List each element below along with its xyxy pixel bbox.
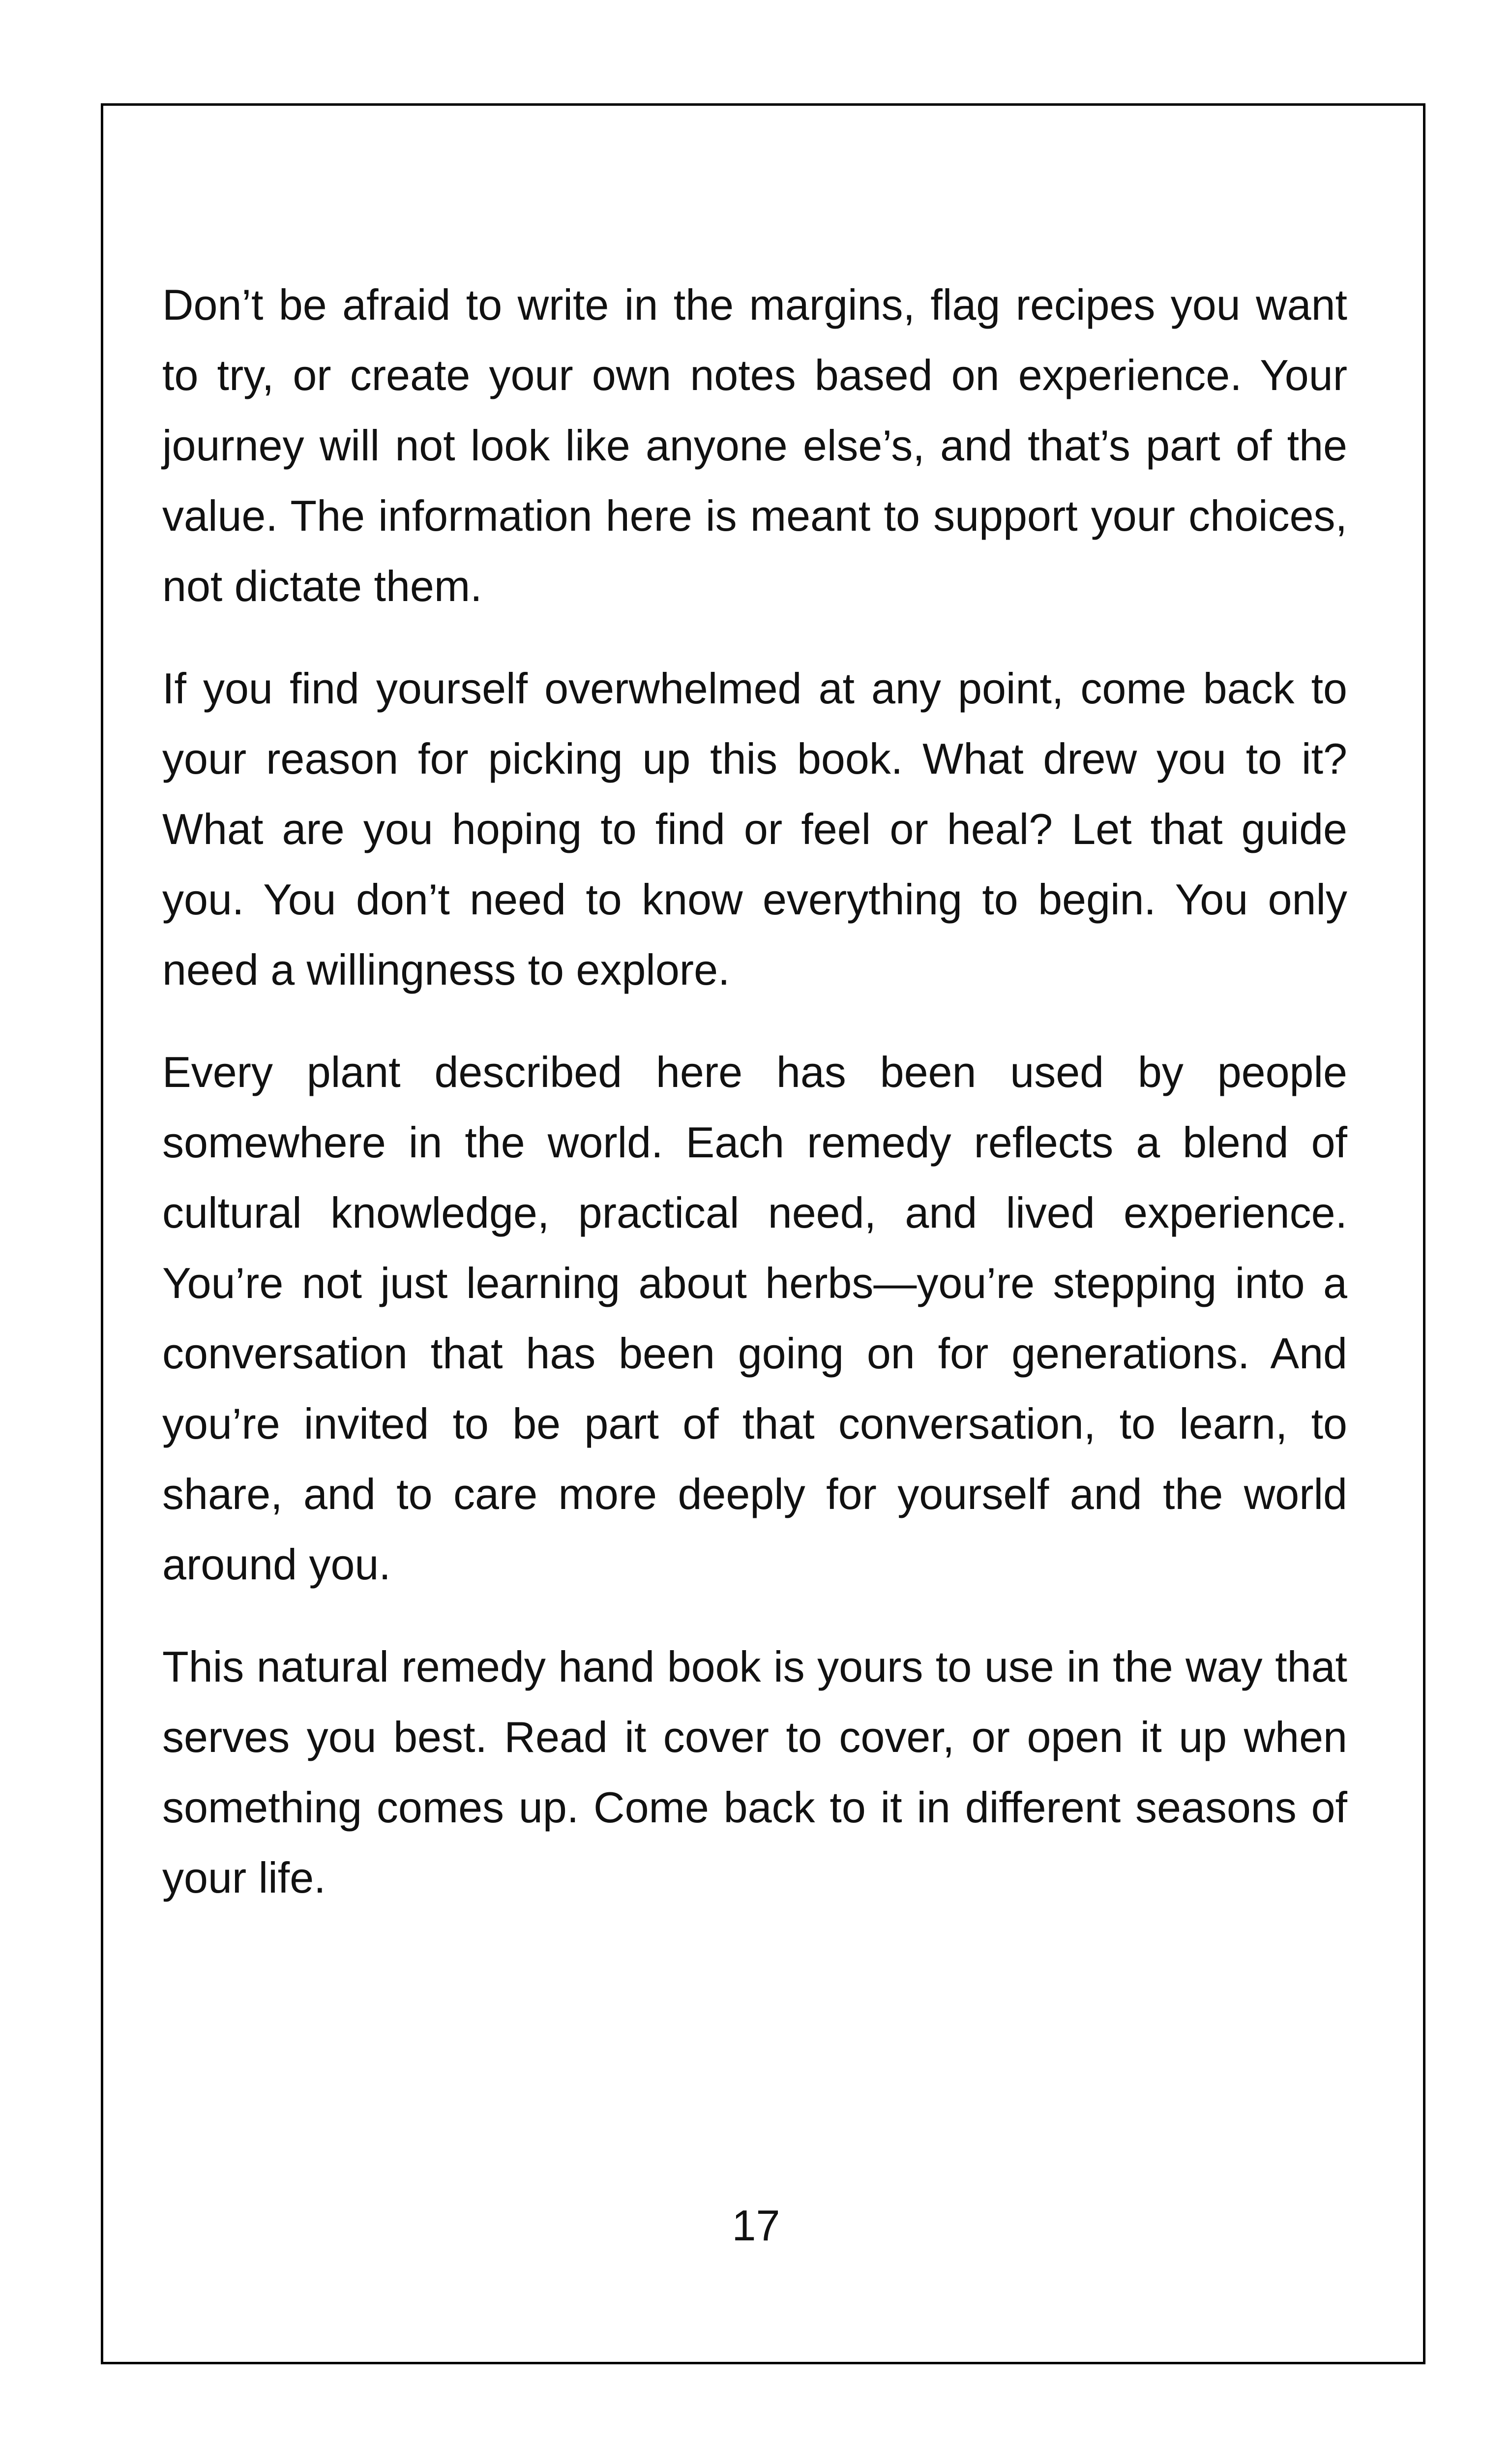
paragraph-2: If you find yourself overwhelmed at any point, come back to your reason for picking up this book. What drew you to it? What are you hoping to find or feel or heal? Let that guide you. You don’t need to know everything to begin. You only need a willingness to explore. — [162, 664, 1347, 994]
body-text — [162, 270, 1347, 1945]
page-number: 17 — [732, 2201, 780, 2250]
paragraph-3: Every plant described here has been used by people somewhere in the world. Each remedy reflects a blend of cultural knowledge, practical need, and lived experience. You’re not just learning about herbs—you’re stepping into a conversation that has been going on for generations. And you’re invited to be part of that conversation, to learn, to share, and to care more deeply for yourself and the world around you. — [162, 1048, 1347, 1589]
paragraph-1: Don’t be afraid to write in the margins, flag recipes you want to try, or create your own notes based on experience. Your journey will not look like anyone else’s, and that’s part of the value. The information here is meant to support your choices, not dictate them. — [162, 280, 1347, 610]
paragraph-4: This natural remedy hand book is yours to use in the way that serves you best. Read it cover to cover, or open it up when something comes up. Come back to it in different seasons of your life. — [162, 1642, 1347, 1902]
